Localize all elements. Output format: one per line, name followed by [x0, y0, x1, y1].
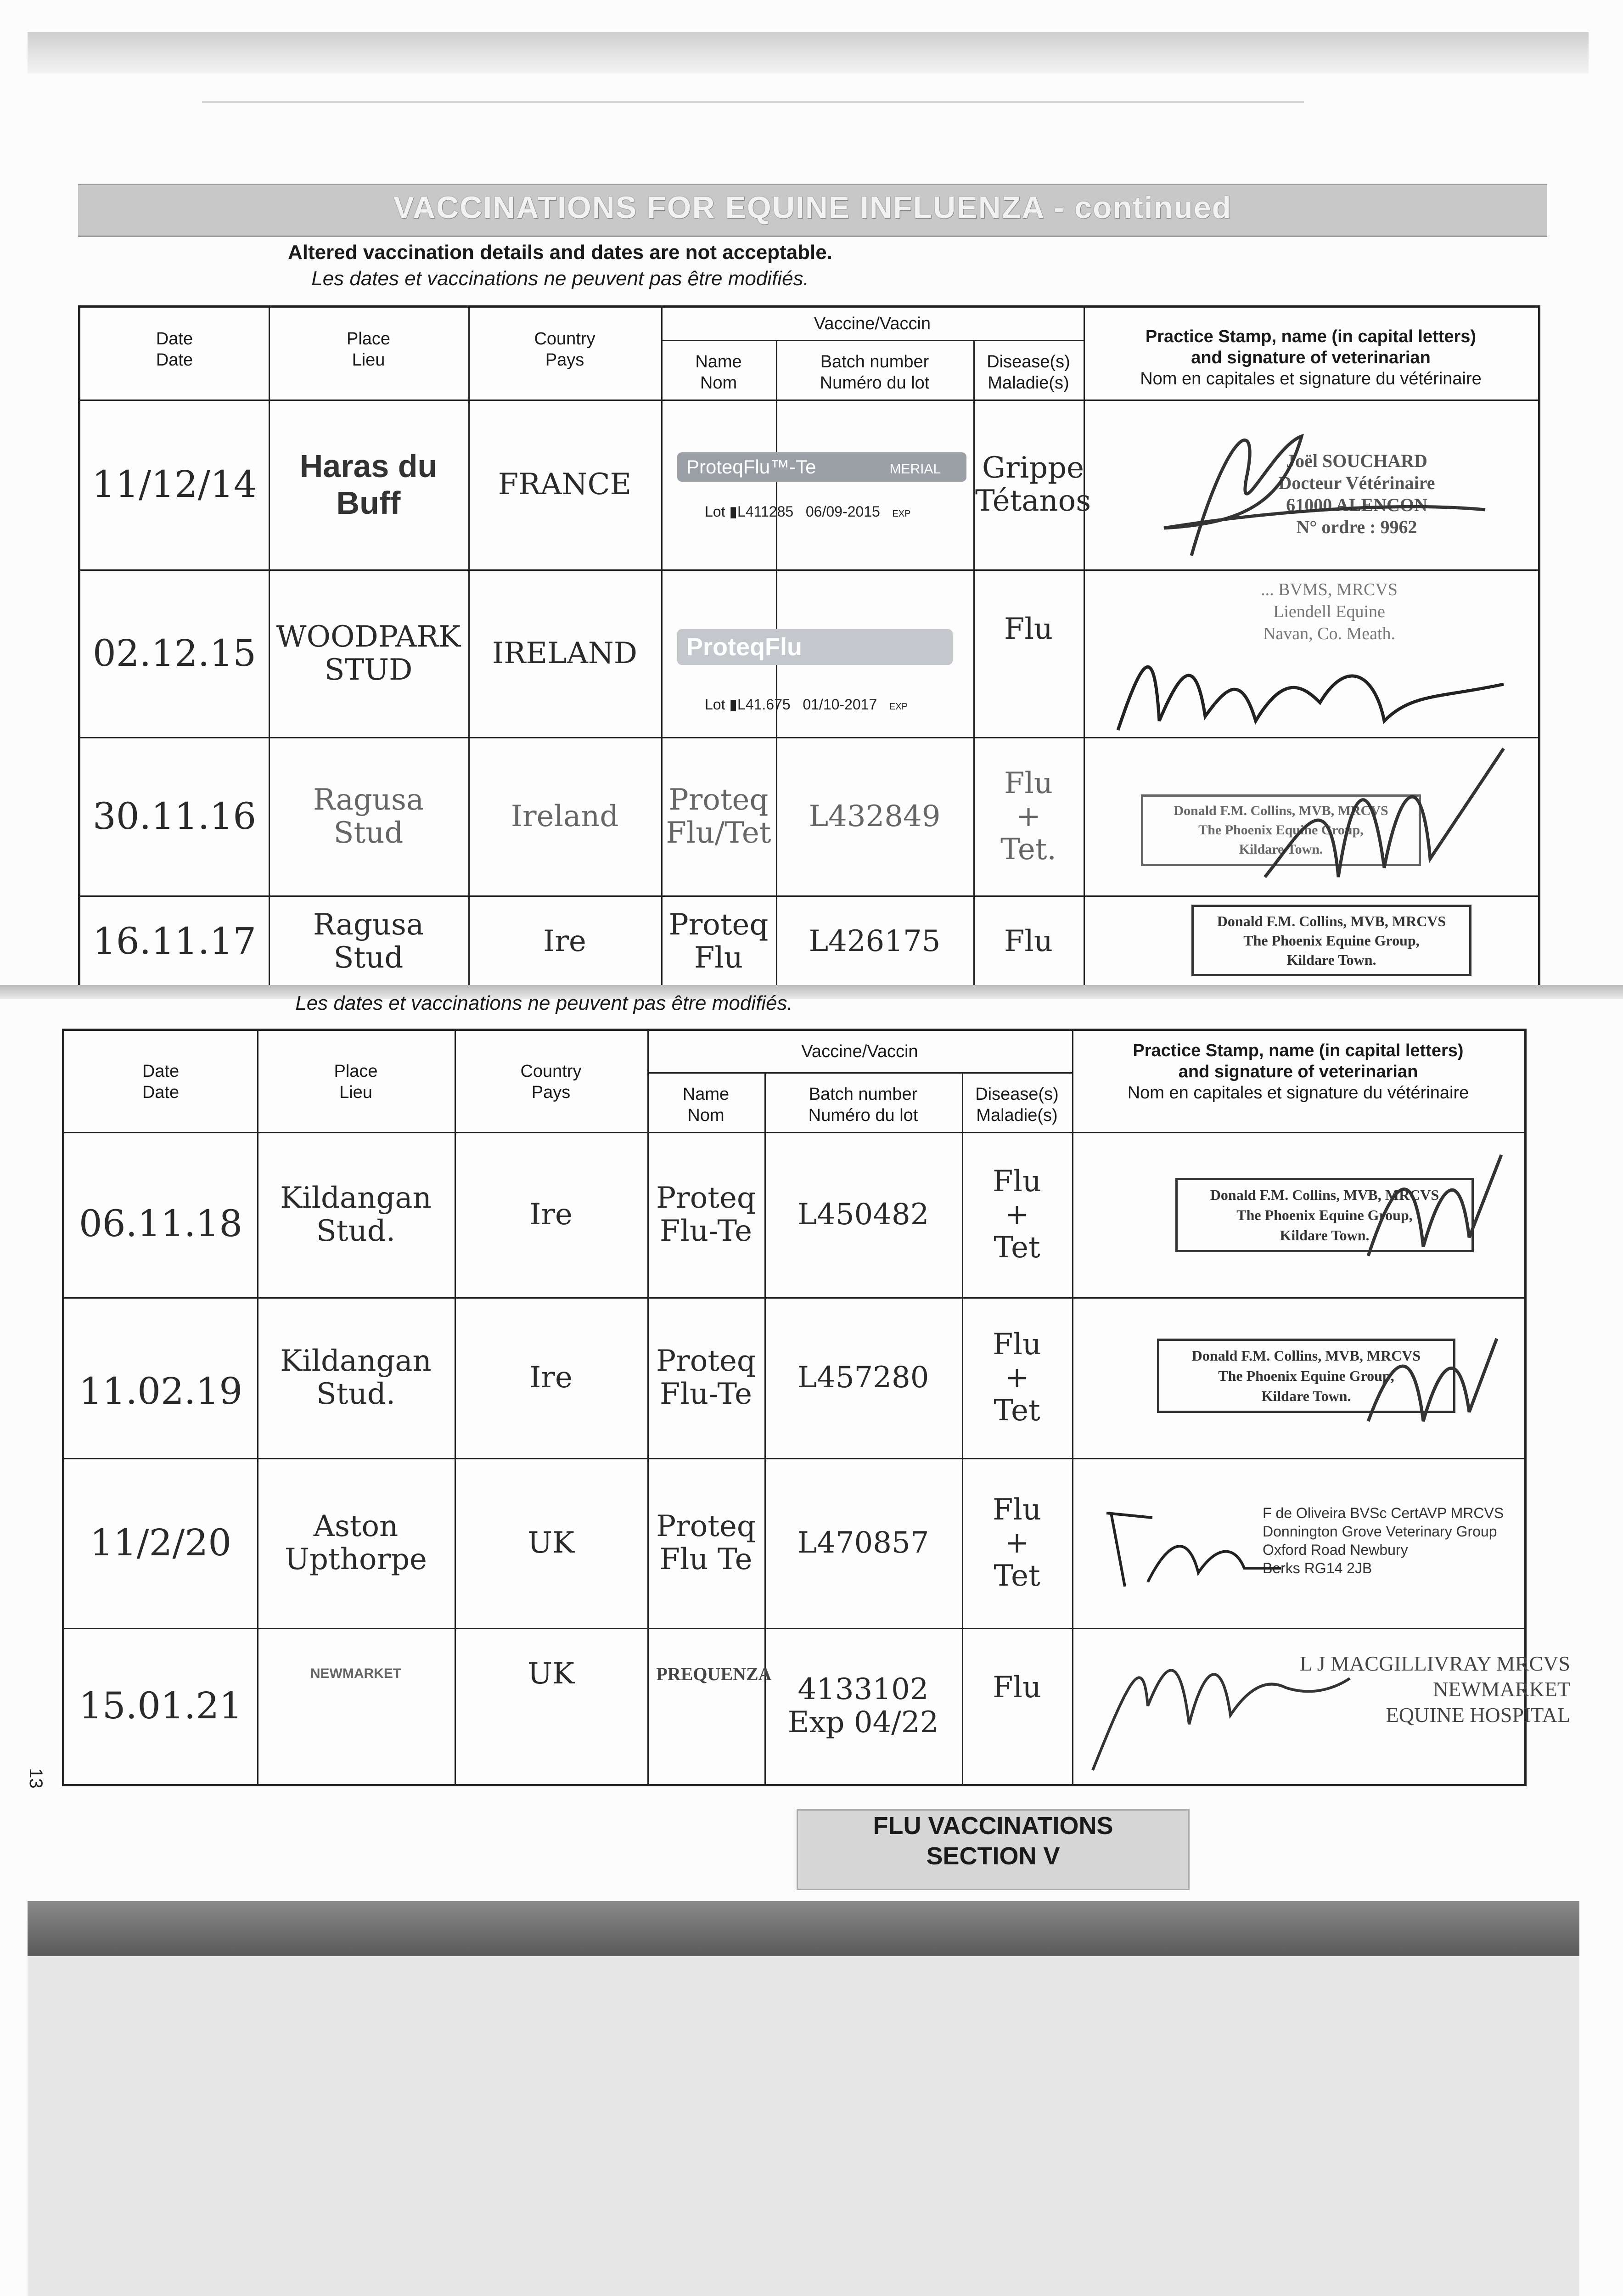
- header-practice: Practice Stamp, name (in capital letters) and signature of veterinarian Nom en capitales et signature du vétérinaire: [1140, 327, 1482, 388]
- row6-disease: Flu + Tet: [992, 1328, 1042, 1428]
- row8-date: 15.01.21: [79, 1684, 243, 1727]
- row3-disease: Flu + Tet.: [1000, 766, 1056, 867]
- header-batch-2: Batch number Numéro du lot: [808, 1085, 918, 1125]
- row4-vaccine: Proteq Flu: [668, 908, 769, 975]
- row4-vet-stamp: Donald F.M. Collins, MVB, MRCVS The Phoenix Equine Group, Kildare Town.: [1191, 905, 1471, 976]
- row2-lot: Lot ▮L41.675 01/10-2017 EXP: [705, 696, 908, 713]
- row2-signature: [1090, 629, 1531, 739]
- row1-vet-stamp: Joël SOUCHARD Docteur Vétérinaire 61000 ALENCON N° ordre : 9962: [1278, 450, 1435, 537]
- row1-disease: Grippe Tétanos: [975, 451, 1091, 518]
- row3-signature: [1247, 739, 1531, 895]
- header-date: Date Date: [156, 329, 193, 370]
- header-vaccine: Vaccine/Vaccin: [814, 314, 931, 333]
- row8-vet-stamp: L J MACGILLIVRAY MRCVS NEWMARKET EQUINE HOSPITAL: [1299, 1652, 1570, 1727]
- row7-country: UK: [528, 1526, 574, 1560]
- row8-signature: [1074, 1632, 1359, 1779]
- row5-country: Ire: [529, 1198, 573, 1232]
- header-batch: Batch number Numéro du lot: [820, 352, 930, 393]
- notice-french-2: Les dates et vaccinations ne peuvent pas être modifiés.: [295, 992, 793, 1014]
- row6-batch: L457280: [797, 1361, 929, 1395]
- row5-vaccine: Proteq Flu-Te: [656, 1181, 756, 1248]
- row7-vet-stamp: F de Oliveira BVSc CertAVP MRCVS Donnington Grove Veterinary Group Oxford Road Newbury Berks RG14 2JB: [1263, 1505, 1504, 1576]
- row6-place: Kildangan Stud.: [280, 1344, 432, 1411]
- footer-line-2: SECTION V: [926, 1842, 1060, 1870]
- title-band: [78, 184, 1547, 237]
- row1-signature: [1109, 409, 1522, 565]
- notice-french: Les dates et vaccinations ne peuvent pas être modifiés.: [311, 267, 809, 290]
- row5-batch: L450482: [797, 1198, 929, 1232]
- row2-vet-stamp: ... BVMS, MRCVS Liendell Equine Navan, Co. Meath.: [1261, 580, 1398, 643]
- row5-disease: Flu + Tet: [992, 1165, 1042, 1265]
- row1-date: 11/12/14: [92, 463, 257, 506]
- scan-bottom-grey-area: [28, 1956, 1579, 2296]
- row6-signature: [1359, 1329, 1506, 1435]
- row4-date: 16.11.17: [92, 920, 257, 962]
- notice-english: Altered vaccination details and dates are not acceptable.: [288, 241, 832, 264]
- row8-vaccine: PREQUENZA: [656, 1663, 772, 1684]
- row5-date: 06.11.18: [79, 1202, 243, 1245]
- header-disease-2: Disease(s) Maladie(s): [975, 1085, 1059, 1125]
- row7-date: 11/2/20: [90, 1521, 232, 1564]
- scan-rule: [202, 101, 1304, 103]
- row8-disease: Flu: [992, 1671, 1042, 1705]
- row3-date: 30.11.16: [92, 794, 257, 838]
- row3-batch: L432849: [809, 799, 941, 833]
- row2-disease: Flu: [1004, 612, 1053, 646]
- footer-line-1: FLU VACCINATIONS: [873, 1812, 1113, 1840]
- row4-place: Ragusa Stud: [313, 908, 424, 975]
- row7-place: Aston Upthorpe: [285, 1509, 427, 1576]
- row2-date: 02.12.15: [92, 631, 257, 675]
- header-disease: Disease(s) Maladie(s): [987, 352, 1070, 393]
- row1-lot: Lot ▮L411285 06/09-2015 EXP: [705, 503, 911, 520]
- row6-date: 11.02.19: [79, 1370, 243, 1412]
- header-date-2: Date Date: [142, 1062, 180, 1102]
- header-practice-2: Practice Stamp, name (in capital letters) and signature of veterinarian Nom en capitales et signature du vétérinaire: [1127, 1041, 1469, 1103]
- header-place-2: Place Lieu: [334, 1062, 378, 1102]
- header-country-2: Country Pays: [520, 1062, 582, 1102]
- row3-vaccine: Proteq Flu/Tet: [666, 782, 771, 850]
- page-number: 13: [25, 1768, 46, 1789]
- row4-batch: L426175: [809, 924, 941, 958]
- scan-edge-bottom-bar: [28, 1901, 1579, 1956]
- row6-country: Ire: [529, 1361, 573, 1395]
- header-name: Name Nom: [695, 352, 742, 393]
- row8-place: NEWMARKET: [310, 1666, 402, 1681]
- row7-disease: Flu + Tet: [992, 1493, 1042, 1593]
- row1-country: FRANCE: [498, 467, 632, 501]
- row8-batch: 4133102 Exp 04/22: [787, 1672, 939, 1739]
- row1-vaccine-label: ProteqFlu™-Te MERIAL: [677, 452, 966, 482]
- scan-edge-top: [28, 32, 1589, 73]
- row4-disease: Flu: [1004, 924, 1053, 958]
- vaccination-table-2: [62, 1029, 1570, 1786]
- header-vaccine-2: Vaccine/Vaccin: [801, 1042, 918, 1061]
- row7-vaccine: Proteq Flu Te: [656, 1509, 756, 1576]
- row2-country: IRELAND: [492, 636, 638, 670]
- row5-signature: [1359, 1146, 1511, 1265]
- section-footer: [797, 1809, 1190, 1890]
- header-country: Country Pays: [534, 329, 595, 370]
- row3-vet-stamp: Donald F.M. Collins, MVB, MRCVS The Phoenix Equine Group, Kildare Town.: [1141, 794, 1421, 866]
- row8-country: UK: [528, 1657, 574, 1691]
- row5-vet-stamp: Donald F.M. Collins, MVB, MRCVS The Phoenix Equine Group, Kildare Town.: [1175, 1178, 1474, 1252]
- row1-place: Haras du Buff: [299, 448, 438, 521]
- row6-vaccine: Proteq Flu-Te: [656, 1344, 756, 1411]
- row3-place: Ragusa Stud: [313, 782, 424, 850]
- page-title: VACCINATIONS FOR EQUINE INFLUENZA - continued: [393, 190, 1232, 225]
- row3-country: Ireland: [511, 799, 619, 833]
- header-place: Place Lieu: [346, 329, 391, 370]
- row5-place: Kildangan Stud.: [280, 1181, 432, 1248]
- row7-signature: [1097, 1490, 1290, 1600]
- header-name-2: Name Nom: [682, 1085, 730, 1125]
- row7-batch: L470857: [797, 1526, 929, 1560]
- row2-place: WOODPARK STUD: [276, 619, 461, 687]
- row2-vaccine-label: ProteqFlu: [677, 629, 953, 665]
- row4-country: Ire: [543, 924, 586, 958]
- vaccination-table-1: [78, 305, 1540, 990]
- row6-vet-stamp: Donald F.M. Collins, MVB, MRCVS The Phoenix Equine Group, Kildare Town.: [1157, 1339, 1455, 1413]
